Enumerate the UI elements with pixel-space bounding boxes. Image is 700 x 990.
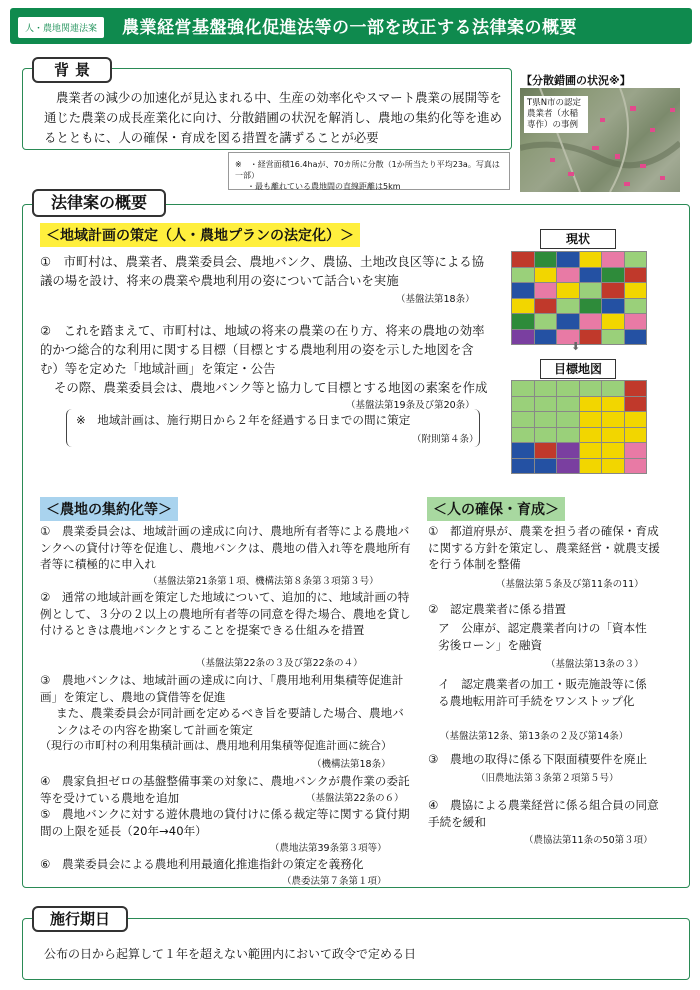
law-ref: （附則第４条） xyxy=(412,434,479,445)
current-farmland-grid xyxy=(511,251,647,345)
farmland-plot xyxy=(535,381,557,396)
farmland-plot xyxy=(602,459,624,474)
farmland-plot xyxy=(602,330,624,345)
consolidation-item-3c: （現行の市町村の利用集積計画は、農用地利用集積等促進計画に統合） xyxy=(40,739,392,752)
farmland-plot xyxy=(580,299,602,314)
consolidation-item-6: ⑥ 農業委員会による農地利用最適化推進指針の策定を義務化 xyxy=(40,857,364,871)
farmland-plot xyxy=(580,314,602,329)
law-ref: （基盤法第22条の３及び第22条の４） xyxy=(196,658,363,669)
farmland-plot xyxy=(557,381,579,396)
law-ref: （旧農地法第３条第２項第５号） xyxy=(476,773,619,784)
law-ref: （基盤法第12条、第13条の２及び第14条） xyxy=(440,731,629,742)
photo-caption: 【分散錯圃の状況※】 xyxy=(521,74,631,87)
farmland-plot xyxy=(625,268,647,283)
farmland-plot xyxy=(512,428,534,443)
farmland-plot xyxy=(625,381,647,396)
hr-item-3: ③ 農地の取得に係る下限面積要件を廃止 xyxy=(428,752,648,766)
plan-note: ※ 地域計画は、施行期日から２年を経過する日までの間に策定 xyxy=(76,413,411,427)
hr-item-1: ① 都道府県が、農業を担う者の確保・育成に関する方針を策定し、農業経営・就農支援を行う体制を整備 xyxy=(428,524,660,571)
farmland-plot xyxy=(580,268,602,283)
law-ref: （機構法第18条） xyxy=(312,759,391,770)
goal-map-label: 目標地図 xyxy=(540,359,616,379)
background-title: 背景 xyxy=(32,57,112,83)
farmland-plot xyxy=(602,397,624,412)
farmland-plot xyxy=(580,412,602,427)
farmland-plot xyxy=(512,397,534,412)
farmland-plot xyxy=(580,381,602,396)
farmland-plot xyxy=(535,283,557,298)
farmland-plot xyxy=(535,412,557,427)
farmland-plot xyxy=(512,443,534,458)
farmland-plot xyxy=(557,412,579,427)
farmland-plot xyxy=(535,428,557,443)
consolidation-item-1: ① 農業委員会は、地域計画の達成に向け、農地所有者等による農地バンクへの貸付け等を促進し、農地バンクは、農地の借入れ等を農地所有者等に積極的に申入れ xyxy=(40,524,411,571)
law-ref: （基盤法第13条の３） xyxy=(546,659,644,670)
consolidation-heading: ＜農地の集約化等＞ xyxy=(40,497,178,521)
farmland-plot xyxy=(602,443,624,458)
farmland-plot xyxy=(580,252,602,267)
farmland-plot xyxy=(625,314,647,329)
farmland-plot xyxy=(625,283,647,298)
farmland-plot xyxy=(580,459,602,474)
farmland-plot xyxy=(625,428,647,443)
consolidation-item-2: ② 通常の地域計画を策定した地域について、追加的に、地域計画の特例として、３分の２以上の農地所有者等の同意を得た場合、農地を貸し付けるときは農地バンクとすることを提案できる仕組みを措置 xyxy=(40,590,411,637)
farmland-plot xyxy=(557,268,579,283)
farmland-plot xyxy=(557,299,579,314)
regional-plan-item-1: ① 市町村は、農業者、農業委員会、農地バンク、農協、土地改良区等による協議の場を設け、将来の農業や農地利用の姿について話合いを実施 xyxy=(40,254,485,288)
consolidation-item-4: ④ 農家負担ゼロの基盤整備事業の対象に、農地バンクが農作業の委託等を受けている農地を追加 xyxy=(40,774,410,805)
farmland-plot xyxy=(535,459,557,474)
farmland-plot xyxy=(580,428,602,443)
consolidation-item-3b: また、農業委員会が同計画を定めるべき旨を要請した場合、農地バンクはその内容を勘案して計画を策定 xyxy=(56,706,404,737)
hr-item-2: ② 認定農業者に係る措置 xyxy=(428,602,566,616)
page-title: 農業経営基盤強化促進法等の一部を改正する法律案の概要 xyxy=(122,18,577,38)
note-line: ・最も離れている農地間の直線距離は5km xyxy=(247,182,401,191)
farmland-plot xyxy=(512,283,534,298)
law-ref: （基盤法第18条） xyxy=(396,294,475,305)
farmland-plot xyxy=(625,330,647,345)
current-state-label: 現状 xyxy=(540,229,616,249)
farmland-plot xyxy=(557,397,579,412)
farmland-plot xyxy=(602,381,624,396)
consolidation-item-3: ③ 農地バンクは、地域計画の達成に向け、「農用地利用集積等促進計画」を策定し、農地の貸借等を促進 xyxy=(40,673,404,704)
farmland-plot xyxy=(557,443,579,458)
law-ref: （基盤法第21条第１項、機構法第８条第３項第３号） xyxy=(148,576,379,587)
farmland-plot xyxy=(557,428,579,443)
farmland-plot xyxy=(512,412,534,427)
farmland-plot xyxy=(557,283,579,298)
farmland-plot xyxy=(602,283,624,298)
law-overview-title: 法律案の概要 xyxy=(32,189,166,217)
hr-item-2a: ア 公庫が、認定農業者向けの「資本性劣後ローン」を融資 xyxy=(438,621,647,652)
farmland-plot xyxy=(512,381,534,396)
farmland-plot xyxy=(535,443,557,458)
farmland-plot xyxy=(580,330,602,345)
category-tag: 人・農地関連法案 xyxy=(18,17,104,38)
farmland-plot xyxy=(512,252,534,267)
farmland-plot xyxy=(625,299,647,314)
regional-plan-heading: ＜地域計画の策定（人・農地プランの法定化）＞ xyxy=(40,223,360,247)
farmland-plot xyxy=(580,443,602,458)
law-ref: （農委法第７条第１項） xyxy=(282,876,387,887)
farmland-plot xyxy=(602,314,624,329)
down-arrow-icon: ⬇ xyxy=(571,340,581,353)
farmland-plot xyxy=(625,443,647,458)
farmland-plot xyxy=(625,397,647,412)
farmland-plot xyxy=(535,299,557,314)
hr-item-2b: イ 認定農業者の加工・販売施設等に係る農地転用許可手続をワンストップ化 xyxy=(438,677,647,708)
farmland-plot xyxy=(512,459,534,474)
law-ref: （農協法第11条の50第３項） xyxy=(524,835,653,846)
title-bar xyxy=(10,8,692,44)
note-line: ※ ・経営面積16.4haが、70カ所に分散（1か所当たり平均23a。写真は一部） xyxy=(235,160,500,180)
farmland-plot xyxy=(557,314,579,329)
law-ref: （農地法第39条第３項等） xyxy=(270,843,387,854)
farmland-plot xyxy=(580,283,602,298)
farmland-plot xyxy=(602,428,624,443)
farmland-plot xyxy=(557,252,579,267)
enforcement-text: 公布の日から起算して１年を超えない範囲内において政令で定める日 xyxy=(44,947,417,961)
background-note xyxy=(228,152,510,190)
photo-label: T県N市の認定農業者（水稲専作）の事例 xyxy=(524,96,588,133)
farmland-plot xyxy=(535,330,557,345)
farmland-plot xyxy=(625,459,647,474)
farmland-plot xyxy=(535,268,557,283)
human-resources-heading: ＜人の確保・育成＞ xyxy=(427,497,565,521)
farmland-plot xyxy=(602,268,624,283)
goal-farmland-grid xyxy=(511,380,647,474)
aerial-photo xyxy=(520,88,680,192)
farmland-plot xyxy=(535,397,557,412)
farmland-plot xyxy=(602,299,624,314)
consolidation-item-5: ⑤ 農地バンクに対する遊休農地の貸付けに係る裁定等に関する貸付期間の上限を延長（20年→40年） xyxy=(40,807,410,838)
hr-item-4: ④ 農協による農業経営に係る組合員の同意手続を緩和 xyxy=(428,798,659,829)
farmland-plot xyxy=(535,314,557,329)
farmland-plot xyxy=(535,252,557,267)
law-ref: （基盤法第19条及び第20条） xyxy=(346,400,475,411)
farmland-plot xyxy=(602,252,624,267)
background-text: 農業者の減少の加速化が見込まれる中、生産の効率化やスマート農業の展開等を通じた農業の成長産業化に向け、分散錯圃の状況を解消し、農地の集約化等を進めるとともに、人の確保・育成を図る措置を講ずることが必要 xyxy=(44,90,502,145)
farmland-plot xyxy=(512,268,534,283)
farmland-plot xyxy=(512,299,534,314)
farmland-plot xyxy=(625,412,647,427)
law-ref: （基盤法第５条及び第11条の11） xyxy=(496,579,644,590)
farmland-plot xyxy=(625,252,647,267)
regional-plan-item-2b: その際、農業委員会は、農地バンク等と協力して目標とする地図の素案を作成 xyxy=(54,380,488,395)
law-ref: （基盤法第22条の６） xyxy=(306,793,404,804)
farmland-plot xyxy=(602,412,624,427)
enforcement-title: 施行期日 xyxy=(32,906,128,932)
regional-plan-item-2: ② これを踏まえて、市町村は、地域の将来の農業の在り方、将来の農地の効率的かつ総合的な利用に関する目標（目標とする農地利用の姿を示した地図を含む）等を定めた「地域計画」を策定・公告 xyxy=(40,323,485,376)
farmland-plot xyxy=(580,397,602,412)
farmland-plot xyxy=(557,459,579,474)
farmland-plot xyxy=(512,314,534,329)
farmland-plot xyxy=(512,330,534,345)
